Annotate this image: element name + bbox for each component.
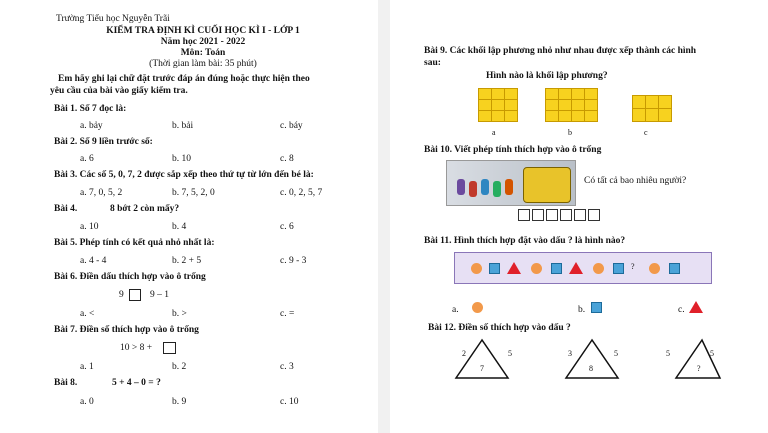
q4-expression: 8 bớt 2 còn mấy? [110,204,180,214]
q11-pattern-strip [454,252,712,284]
q1-option-a: a. bảy [80,121,103,131]
q11-option-a-circle [472,302,483,313]
q4-option-c: c. 6 [280,222,294,232]
instruction-line-1: Em hãy ghi lại chữ đặt trước đáp án đúng hoặc thực hiện theo [58,74,310,84]
q6-answer-box [129,289,141,301]
q12-t2-right: 5 [614,349,618,358]
q3-option-b: b. 7, 5, 2, 0 [172,188,215,198]
q11-shape-circle [531,263,542,274]
q11-shape-circle [471,263,482,274]
q12-t3-center: ? [697,364,701,373]
q9-figure-a [478,88,518,122]
right-page [392,0,738,433]
q7-option-b: b. 2 [172,362,187,372]
q11-shape-circle [649,263,660,274]
q11-option-b-square [591,302,602,313]
q8-option-c: c. 10 [280,397,299,407]
q12-triangles [452,338,722,382]
q10-title: Bài 10. Viết phép tính thích hợp vào ô trống [424,145,602,155]
q9-figure-c [632,95,672,122]
q12-t3-right: 5 [710,349,714,358]
q6-title: Bài 6. Điền dấu thích hợp vào ô trống [54,272,206,282]
q9-label-b: b [568,128,572,137]
q5-option-a: a. 4 - 4 [80,256,107,266]
q5-option-b: b. 2 + 5 [172,256,202,266]
q7-option-c: c. 3 [280,362,294,372]
q6-option-a: a. < [80,309,95,319]
q6-option-c: c. = [280,309,295,319]
q8-option-b: b. 9 [172,397,187,407]
q8-expression: 5 + 4 – 0 = ? [112,378,161,388]
instruction-line-2: yêu cầu của bài vào giấy kiểm tra. [50,86,188,96]
q4-option-a: a. 10 [80,222,99,232]
q11-shape-triangle [507,262,521,274]
q12-t1-left: 2 [462,349,466,358]
q9-title-line-1: Bài 9. Các khối lập phương nhỏ như nhau được xếp thành các hình [424,46,697,56]
q12-t1-center: 7 [480,364,484,373]
q11-shape-square [489,263,500,274]
q11-option-a-label: a. [452,305,459,315]
q1-option-b: b. bải [172,121,194,131]
q10-answer-boxes [518,209,603,221]
q11-option-c-triangle [689,301,703,313]
q12-t2-left: 3 [568,349,572,358]
q7-option-a: a. 1 [80,362,94,372]
q11-shape-square [613,263,624,274]
q12-t2-center: 8 [589,364,593,373]
q7-answer-box [163,342,176,354]
q3-title: Bài 3. Các số 5, 0, 7, 2 được sắp xếp theo thứ tự từ lớn đến bé là: [54,170,314,180]
q11-question-mark: ? [631,262,635,271]
q12-t1-right: 5 [508,349,512,358]
q10-illustration [446,160,576,206]
q7-title: Bài 7. Điền số thích hợp vào ô trống [54,325,199,335]
q6-left-number: 9 [119,290,124,300]
q9-question: Hình nào là khối lập phương? [486,71,608,81]
q2-option-a: a. 6 [80,154,94,164]
q12-t3-left: 5 [666,349,670,358]
q8-option-a: a. 0 [80,397,94,407]
q11-shape-square [551,263,562,274]
q9-figure-b [545,88,599,122]
q2-title: Bài 2. Số 9 liền trước số: [54,137,153,147]
q11-option-c-label: c. [678,305,685,315]
q10-question: Có tất cả bao nhiêu người? [584,176,687,186]
q3-option-a: a. 7, 0, 5, 2 [80,188,123,198]
school-year: Năm học 2021 - 2022 [160,37,246,47]
left-page [30,0,376,433]
q4-title: Bài 4. [54,204,78,214]
q1-option-c: c. báy [280,121,303,131]
q6-option-b: b. > [172,309,187,319]
q11-title: Bài 11. Hình thích hợp đặt vào dấu ? là hình nào? [424,236,626,246]
q11-shape-square [669,263,680,274]
exam-title: KIỂM TRA ĐỊNH KÌ CUỐI HỌC KÌ I - LỚP 1 [106,26,300,36]
subject: Môn: Toán [180,48,226,58]
q12-title: Bài 12. Điền số thích hợp vào dấu ? [428,323,571,333]
q6-right-expression: 9 – 1 [150,290,169,300]
page-gap [378,0,390,433]
q1-title: Bài 1. Số 7 đọc là: [54,104,127,114]
q5-title: Bài 5. Phép tính có kết quả nhỏ nhất là: [54,238,215,248]
q5-option-c: c. 9 - 3 [280,256,307,266]
q9-title-line-2: sau: [424,58,441,68]
q11-shape-triangle [569,262,583,274]
q8-title: Bài 8. [54,378,78,388]
q2-option-b: b. 10 [172,154,191,164]
q4-option-b: b. 4 [172,222,187,232]
school-name: Trường Tiểu học Nguyễn Trãi [56,14,170,24]
q3-option-c: c. 0, 2, 5, 7 [280,188,323,198]
q9-label-c: c [644,128,648,137]
duration: (Thời gian làm bài: 35 phút) [149,59,257,69]
q2-option-c: c. 8 [280,154,294,164]
q11-shape-circle [593,263,604,274]
q7-expression: 10 > 8 + [120,343,153,353]
q9-label-a: a [492,128,496,137]
q11-option-b-label: b. [578,305,586,315]
